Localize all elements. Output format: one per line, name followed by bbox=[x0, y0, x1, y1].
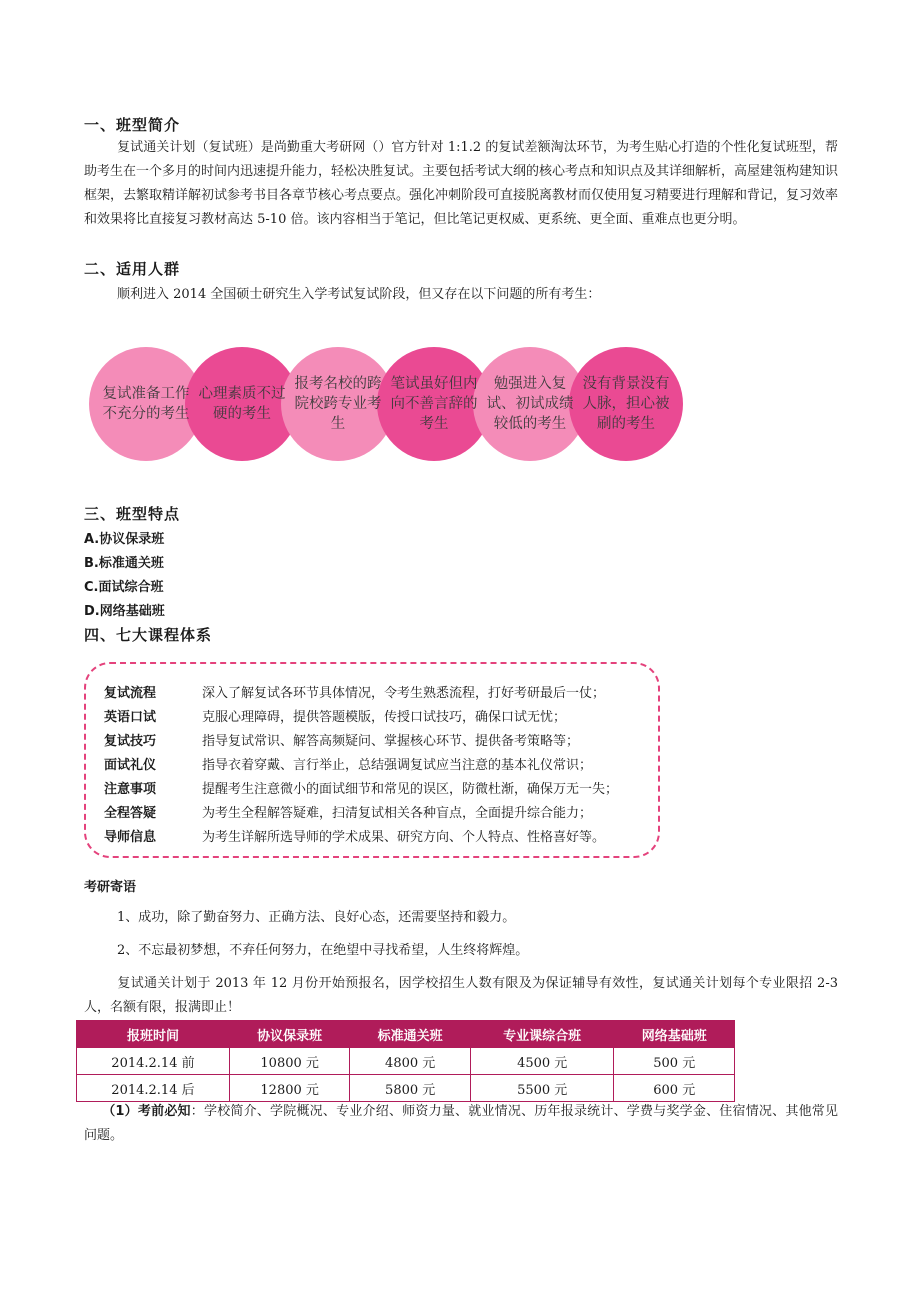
footer-label: （1）考前必知 bbox=[102, 1104, 191, 1119]
audience-intro-text: 顺利进入 2014 全国硕士研究生入学考试复试阶段，但又存在以下问题的所有考生： bbox=[117, 287, 601, 302]
course-row bbox=[104, 778, 618, 797]
audience-circle-text: 复试准备工作不充分的考生 bbox=[102, 386, 190, 422]
wish-line-2 bbox=[84, 939, 838, 963]
course-name: 复试技巧 bbox=[104, 734, 157, 749]
course-desc: 指导衣着穿戴、言行举止，总结强调复试应当注意的基本礼仪常识； bbox=[202, 758, 593, 773]
audience-circle-4 bbox=[377, 347, 491, 461]
signup-notice-text: 复试通关计划于 2013 年 12 月份开始预报名，因学校招生人数有限及为保证辅导有效性，复试通关计划每个专业限招 2-3 人，名额有限，报满即止！ bbox=[84, 976, 838, 1015]
intro-paragraph bbox=[84, 136, 838, 232]
course-name: 复试流程 bbox=[104, 686, 157, 701]
audience-circle-text: 报考名校的跨院校跨专业考生 bbox=[294, 376, 382, 432]
audience-circle-1 bbox=[89, 347, 203, 461]
course-name: 全程答疑 bbox=[104, 806, 157, 821]
course-desc: 指导复试常识、解答高频疑问、掌握核心环节、提供备考策略等； bbox=[202, 734, 580, 749]
section-heading-audience: 二、适用人群 bbox=[84, 260, 181, 278]
audience-circle-6 bbox=[569, 347, 683, 461]
column-header: 网络基础班 bbox=[614, 1021, 735, 1048]
table-cell: 500 元 bbox=[614, 1048, 735, 1075]
table-cell: 4800 元 bbox=[350, 1048, 471, 1075]
audience-circle-5 bbox=[473, 347, 587, 461]
course-desc: 深入了解复试各环节具体情况，令考生熟悉流程，打好考研最后一仗； bbox=[202, 686, 606, 701]
price-table bbox=[76, 1020, 735, 1102]
feature-item: A.协议保录班 bbox=[84, 532, 165, 547]
course-row bbox=[104, 730, 579, 749]
signup-notice bbox=[84, 972, 838, 1020]
course-row bbox=[104, 826, 605, 845]
table-cell: 5500 元 bbox=[470, 1075, 614, 1102]
feature-item: B.标准通关班 bbox=[84, 556, 164, 571]
section-heading-features: 三、班型特点 bbox=[84, 505, 181, 523]
wish-text: 2、不忘最初梦想，不弃任何努力，在绝望中寻找希望，人生终将辉煌。 bbox=[117, 943, 529, 958]
course-desc: 为考生全程解答疑难，扫清复试相关各种盲点，全面提升综合能力； bbox=[202, 806, 593, 821]
footer-text: ：学校简介、学院概况、专业介绍、师资力量、就业情况、历年报录统计、学费与奖学金、住宿情况、其他常见问题。 bbox=[84, 1104, 838, 1143]
table-cell: 10800 元 bbox=[229, 1048, 350, 1075]
course-desc: 为考生详解所选导师的学术成果、研究方向、个人特点、性格喜好等。 bbox=[202, 830, 606, 845]
course-row bbox=[104, 802, 592, 821]
audience-circle-text: 勉强进入复试、初试成绩较低的考生 bbox=[486, 376, 574, 432]
table-cell: 2014.2.14 后 bbox=[77, 1075, 230, 1102]
section-heading-wishes: 考研寄语 bbox=[84, 880, 137, 895]
course-name: 导师信息 bbox=[104, 830, 157, 845]
column-header: 专业课综合班 bbox=[470, 1021, 614, 1048]
feature-item: C.面试综合班 bbox=[84, 580, 164, 595]
audience-circle-text: 笔试虽好但内向不善言辞的考生 bbox=[390, 376, 478, 432]
course-desc: 提醒考生注意微小的面试细节和常见的误区，防微杜渐，确保万无一失； bbox=[202, 782, 619, 797]
section-heading-intro: 一、班型简介 bbox=[84, 116, 181, 134]
intro-text: 复试通关计划（复试班）是尚勤重大考研网（）官方针对 1:1.2 的复试差额淘汰环节，为考生贴心打造的个性化复试班型，帮助考生在一个多月的时间内迅速提升能力，轻松决胜复试。主要包括考试大纲的核心考点和知识点及其详细解析，高屋建瓴构建知识框架，去繁取精详解初试参考书目各章节核心考点要点。强化冲刺阶段可直接脱离教材而仅使用复习精要进行理解和背记，复习效率和效果将比直接复习教材高达 5-10 倍。该内容相当于笔记，但比笔记更权威、更系统、更全面、重难点也更分明。 bbox=[84, 140, 839, 227]
wish-line-1 bbox=[84, 906, 838, 930]
course-row bbox=[104, 706, 566, 725]
footer-note bbox=[84, 1100, 838, 1148]
table-row bbox=[77, 1048, 735, 1075]
course-desc: 克服心理障碍，提供答题模版，传授口试技巧，确保口试无忧； bbox=[202, 710, 567, 725]
table-cell: 5800 元 bbox=[350, 1075, 471, 1102]
audience-circle-2 bbox=[185, 347, 299, 461]
feature-item: D.网络基础班 bbox=[84, 604, 165, 619]
column-header: 协议保录班 bbox=[229, 1021, 350, 1048]
table-cell: 4500 元 bbox=[470, 1048, 614, 1075]
table-cell: 2014.2.14 前 bbox=[77, 1048, 230, 1075]
wish-text: 1、成功，除了勤奋努力、正确方法、良好心态，还需要坚持和毅力。 bbox=[117, 910, 516, 925]
audience-circles bbox=[89, 347, 699, 465]
audience-circle-text: 心理素质不过硬的考生 bbox=[198, 386, 286, 422]
course-name: 注意事项 bbox=[104, 782, 157, 797]
audience-intro bbox=[84, 283, 838, 307]
course-name: 面试礼仪 bbox=[104, 758, 157, 773]
course-name: 英语口试 bbox=[104, 710, 157, 725]
course-row bbox=[104, 682, 605, 701]
column-header: 标准通关班 bbox=[350, 1021, 471, 1048]
table-cell: 600 元 bbox=[614, 1075, 735, 1102]
audience-circle-3 bbox=[281, 347, 395, 461]
section-heading-courses: 四、七大课程体系 bbox=[84, 626, 213, 644]
course-row bbox=[104, 754, 592, 773]
price-table-header bbox=[77, 1021, 735, 1048]
table-row bbox=[77, 1075, 735, 1102]
column-header: 报班时间 bbox=[77, 1021, 230, 1048]
table-cell: 12800 元 bbox=[229, 1075, 350, 1102]
audience-circle-text: 没有背景没有人脉，担心被刷的考生 bbox=[582, 376, 670, 432]
